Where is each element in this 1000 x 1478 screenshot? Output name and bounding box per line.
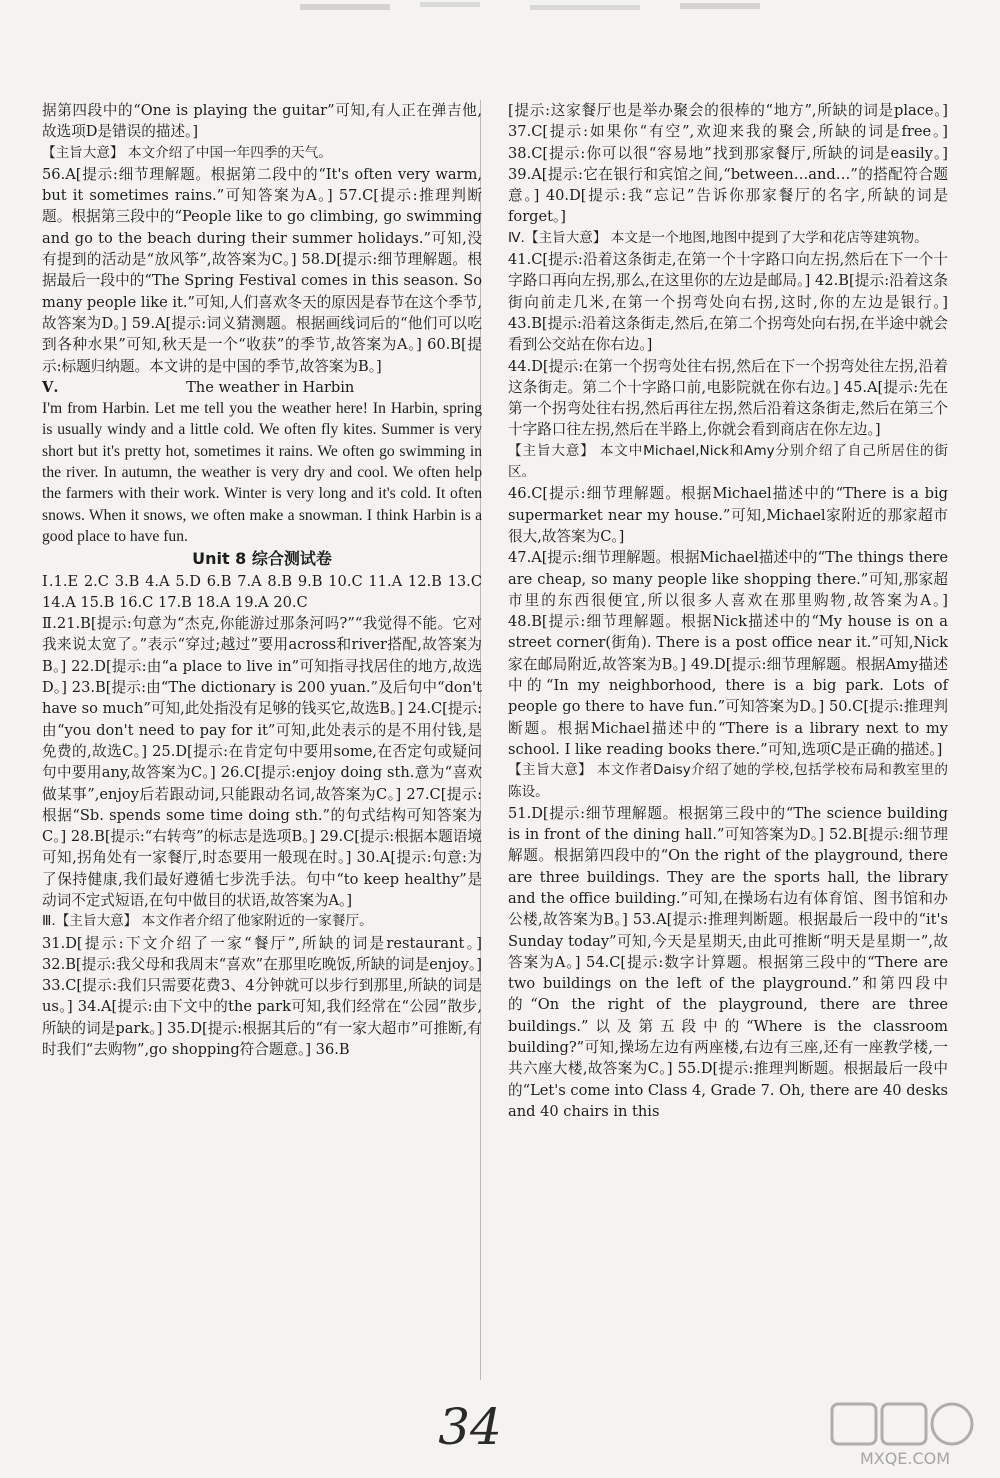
left-column <box>42 100 482 1060</box>
section-3-summary: Ⅲ.【主旨大意】 本文作者介绍了他家附近的一家餐厅。 <box>42 913 373 930</box>
essay-body: I'm from Harbin. Let me tell you the weather here! In Harbin, spring is usually windy and a little cold. We often fly kites. Summer is very short but it's pretty hot, sometimes it rains. We often go swimming in the river. In autumn, the weather is very dry and cool. We often help the farmers with their work. Winter is very long and it's cold. It often snows. When it snows, we often make a snowman. I think Harbin is a good place to have fun. <box>42 400 482 545</box>
watermark-text: MXQE.COM <box>859 1449 951 1468</box>
section-3-answers: 31.D[提示:下文介绍了一家“餐厅”,所缺的词是restaurant。] 32.B[提示:我父母和我周末“喜欢”在那里吃晚饭,所缺的词是enjoy。] 33.C[提示:我们只需要花费3、4分钟就可以步行到那里,所缺的词是us。] 34.A[提示:由下文中的the park可知,我们经常在“公园”散步,所缺的词是park。] 35.D[提示:根据其后的“有一家大超市”可推断,有时我们“去购物”,go shopping符合题意。] 36.B <box>42 934 482 1059</box>
right-answers-36-40: [提示:这家餐厅也是举办聚会的很棒的“地方”,所缺的词是place。] 37.C[提示:如果你“有空”,欢迎来我的聚会,所缺的词是free。] 38.C[提示:你可以很“容易地”找到那家餐厅,所缺的词是easily。] 39.A[提示:它在银行和宾馆之间,“between…and…”的搭配符合题意。] 40.D[提示:我“忘记”告诉你那家餐厅的名字,所缺的词是forget。] <box>508 102 948 226</box>
section-1-answers: Ⅰ.1.E 2.C 3.B 4.A 5.D 6.B 7.A 8.B 9.B 10.C 11.A 12.B 13.C 14.A 15.B 16.C 17.B 18.A 19.A 20.C <box>42 572 482 611</box>
right-answers-51-55: 51.D[提示:细节理解题。根据第三段中的“The science building is in front of the dining hall.”可知答案为D。] 52.B[提示:细节理解题。根据第四段中的“On the right of the playground, there are three buildings. They are the sports hall, the library and the office building.”可知,在操场右边有体育馆、图书馆和办公楼,故答案为B。] 53.A[提示:推理判断题。根据最后一段中的“it's Sunday today”可知,今天是星期天,由此可推断“明天是星期一”,故答案为A。] 54.C[提示:数字计算题。根据第三段中的“There are two buildings on the left of the playground.”和第四段中的“On the right of the playground, there are three buildings.”以及第五段中的“Where is the classroom building?”可知,操场左边有两座楼,右边有三座,还有一座教学楼,一共六座大楼,故答案为C。] 55.D[提示:推理判断题。根据最后一段中的“Let's come into Class 4, Grade 7. Oh, there are 40 desks and 40 chairs in this <box>508 804 948 1120</box>
right-answers-41-43: 41.C[提示:沿着这条街走,在第一个十字路口向左拐,然后在下一个十字路口再向左拐,那么,在这里你的左边是邮局。] 42.B[提示:沿着这条街向前走几米,在第一个拐弯处向右拐,这时,你的左边是银行。] 43.B[提示:沿着这条街走,然后,在第二个拐弯处向右拐,在半途中就会看到公交站在你右边。] <box>508 251 948 354</box>
right-summary-3: 【主旨大意】 本文作者Daisy介绍了她的学校,包括学校布局和教室里的陈设。 <box>508 762 948 800</box>
essay-block <box>42 377 482 547</box>
handwritten-page-number: 34 <box>438 1398 502 1456</box>
essay-section-label: Ⅴ. <box>42 378 59 396</box>
left-para-1: 据第四段中的“One is playing the guitar”可知,有人正在弹吉他,故选项D是错误的描述。] <box>42 102 482 141</box>
essay-title: The weather in Harbin <box>186 378 355 396</box>
unit-title: Unit 8 综合测试卷 <box>192 549 332 569</box>
right-answer-46: 46.C[提示:细节理解题。根据Michael描述中的“There is a big supermarket near my house.”可知,Michael家附近的那家超市很大,故答案为C。] <box>508 485 948 545</box>
section-4-summary: Ⅳ.【主旨大意】 本文是一个地图,地图中提到了大学和花店等建筑物。 <box>508 229 928 246</box>
right-answers-47-50: 47.A[提示:细节理解题。根据Michael描述中的“The things there are cheap, so many people like shopping there.”可知,那家超市里的东西很便宜,所以很多人喜欢在那里购物,故答案为A。] 48.B[提示:细节理解题。根据Nick描述中的“My house is on a street corner(街角). There is a post office near it.”可知,Nick家在邮局附近,故答案为B。] 49.D[提示:细节理解题。根据Amy描述中的“In my neighborhood, there is a big park. Lots of people go there to have fun.”可知答案为D。] 50.C[提示:推理判断题。根据Michael描述中的“There is a library next to my school. I like reading books there.”可知,选项C是正确的描述。] <box>508 549 948 758</box>
scan-header-noise <box>300 0 780 18</box>
left-summary-1: 【主旨大意】 本文介绍了中国一年四季的天气。 <box>42 144 332 161</box>
essay-header <box>42 377 482 398</box>
right-summary-2: 【主旨大意】 本文中Michael,Nick和Amy分别介绍了自己所居住的街区。 <box>508 442 948 481</box>
left-answers-56-60: 56.A[提示:细节理解题。根据第二段中的“It's often very warm, but it sometimes rains.”可知答案为A。] 57.C[提示:推理判断题。根据第三段中的“People like to go climbing, go swimming and go to the beach during their summer holidays.”可知,没有提到的活动是“放风筝”,故答案为C。] 58.D[提示:细节理解题。根据最后一段中的“The Spring Festival comes in this season. So many people like it.”可知,人们喜欢冬天的原因是春节在这个季节,故答案为D。] 59.A[提示:词义猜测题。根据画线词后的“他们可以吃到各种水果”可知,秋天是一个“收获”的季节,故答案为A。] 60.B[提示:标题归纳题。本文讲的是中国的季节,故答案为B。] <box>42 165 482 375</box>
watermark-logo <box>830 1400 980 1470</box>
right-answers-44-45: 44.D[提示:在第一个拐弯处往右拐,然后在下一个拐弯处往左拐,沿着这条街走。第二个十字路口前,电影院就在你右边。] 45.A[提示:先在第一个拐弯处往右拐,然后再往左拐,然后沿着这条街走,然后在第三个十字路口往左拐,然后在半路上,你就会看到商店在你左边。] <box>508 357 948 439</box>
section-2-answers: Ⅱ.21.B[提示:句意为“杰克,你能游过那条河吗?”“我觉得不能。它对我来说太宽了。”表示“穿过;越过”要用across和river搭配,故答案为B。] 22.D[提示:由“a place to live in”可知指寻找居住的地方,故选D。] 23.B[提示:由“The dictionary is 200 yuan.”及后句中“don't have so much”可知,此处指没有足够的钱买它,故选B。] 24.C[提示:由“you don't need to pay for it”可知,此处表示的是不用付钱,是免费的,故选C。] 25.D[提示:在肯定句中要用some,在否定句或疑问句中要用any,故答案为C。] 26.C[提示:enjoy doing sth.意为“喜欢做某事”,enjoy后若跟动词,只能跟动名词,故答案为C。] 27.C[提示:根据“Sb. spends some time doing sth.”的句式结构可知答案为C。] 28.B[提示:“右转弯”的标志是选项B。] 29.C[提示:根据本题语境可知,拐角处有一家餐厅,时态要用一般现在时。] 30.A[提示:句意:为了保持健康,我们最好遵循七步洗手法。句中“to keep healthy”是动词不定式短语,在句中做目的状语,故答案为A。] <box>42 615 482 909</box>
right-column <box>508 100 948 1122</box>
